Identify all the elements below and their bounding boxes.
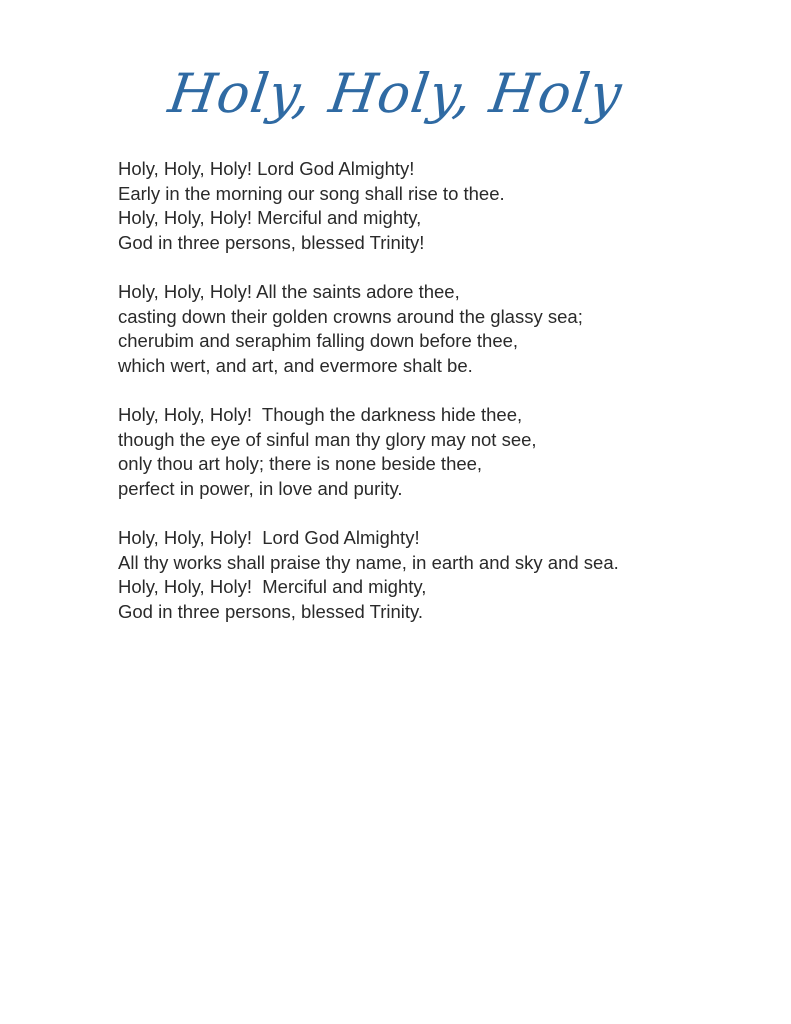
lyric-line: God in three persons, blessed Trinity. — [118, 600, 424, 622]
lyric-line: only thou art holy; there is none beside thee, — [118, 453, 483, 475]
verse-1 — [118, 157, 718, 255]
lyric-line: All thy works shall praise thy name, in earth and sky and sea. — [118, 551, 619, 573]
lyric-line: though the eye of sinful man thy glory may not see, — [118, 428, 537, 450]
lyric-line: Holy, Holy, Holy! Lord God Almighty! — [118, 526, 420, 548]
lyric-line: which wert, and art, and evermore shalt be. — [118, 354, 473, 376]
lyric-line: Holy, Holy, Holy! Lord God Almighty! — [118, 158, 415, 179]
lyrics-body — [118, 157, 718, 649]
lyric-line: Holy, Holy, Holy! Merciful and mighty, — [118, 207, 422, 229]
lyric-line: perfect in power, in love and purity. — [118, 477, 403, 499]
lyric-line: Holy, Holy, Holy! Merciful and mighty, — [118, 576, 427, 598]
lyric-line: God in three persons, blessed Trinity! — [118, 231, 425, 253]
lyric-line: casting down their golden crowns around the glassy sea; — [118, 305, 583, 327]
verse-4 — [118, 526, 718, 624]
page-title: Holy, Holy, Holy — [164, 62, 627, 125]
lyric-line: Holy, Holy, Holy! All the saints adore thee, — [118, 280, 460, 302]
lyric-line: cherubim and seraphim falling down before thee, — [118, 330, 519, 352]
verse-2 — [118, 280, 718, 378]
lyric-line: Holy, Holy, Holy! Though the darkness hide thee, — [118, 403, 523, 425]
verse-3 — [118, 403, 718, 501]
lyric-line: Early in the morning our song shall rise to thee. — [118, 182, 505, 204]
